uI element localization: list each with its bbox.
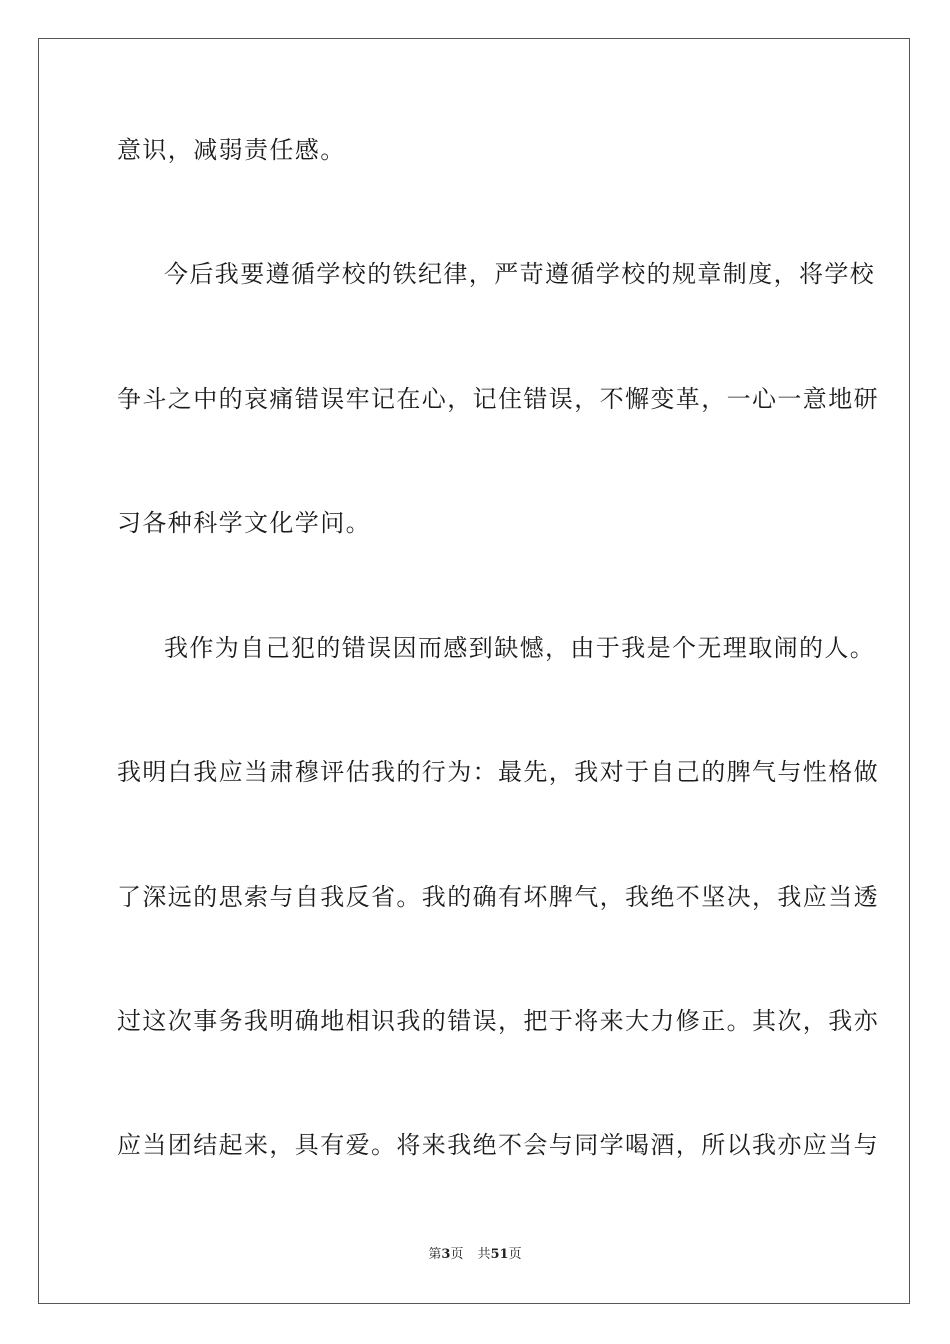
text-line-1: 意识，减弱责任感。: [117, 136, 346, 164]
total-pages: 51: [490, 1247, 509, 1262]
total-prefix: 共: [477, 1247, 491, 1262]
page-number: 3: [441, 1247, 451, 1262]
page-footer: [0, 1247, 950, 1263]
page-border: [38, 38, 910, 1304]
text-line-5: 我作为自己犯的错误因而感到缺憾，由于我是个无理取闹的人。: [164, 634, 876, 662]
text-line-7: 了深远的思索与自我反省。我的确有坏脾气，我绝不坚决，我应当透: [117, 883, 879, 911]
text-line-2: 今后我要遵循学校的铁纪律，严苛遵循学校的规章制度，将学校: [164, 260, 876, 288]
text-line-3: 争斗之中的哀痛错误牢记在心，记住错误，不懈变革，一心一意地研: [117, 385, 879, 413]
text-line-9: 应当团结起来，具有爱。将来我绝不会与同学喝酒，所以我亦应当与: [117, 1131, 879, 1159]
total-suffix: 页: [508, 1247, 522, 1262]
text-line-4: 习各种科学文化学问。: [117, 509, 371, 537]
page-suffix: 页: [450, 1247, 464, 1262]
page-prefix: 第: [428, 1247, 442, 1262]
text-line-6: 我明白我应当肃穆评估我的行为：最先，我对于自己的脾气与性格做: [117, 758, 879, 786]
text-line-8: 过这次事务我明确地相识我的错误，把于将来大力修正。其次，我亦: [117, 1007, 879, 1035]
